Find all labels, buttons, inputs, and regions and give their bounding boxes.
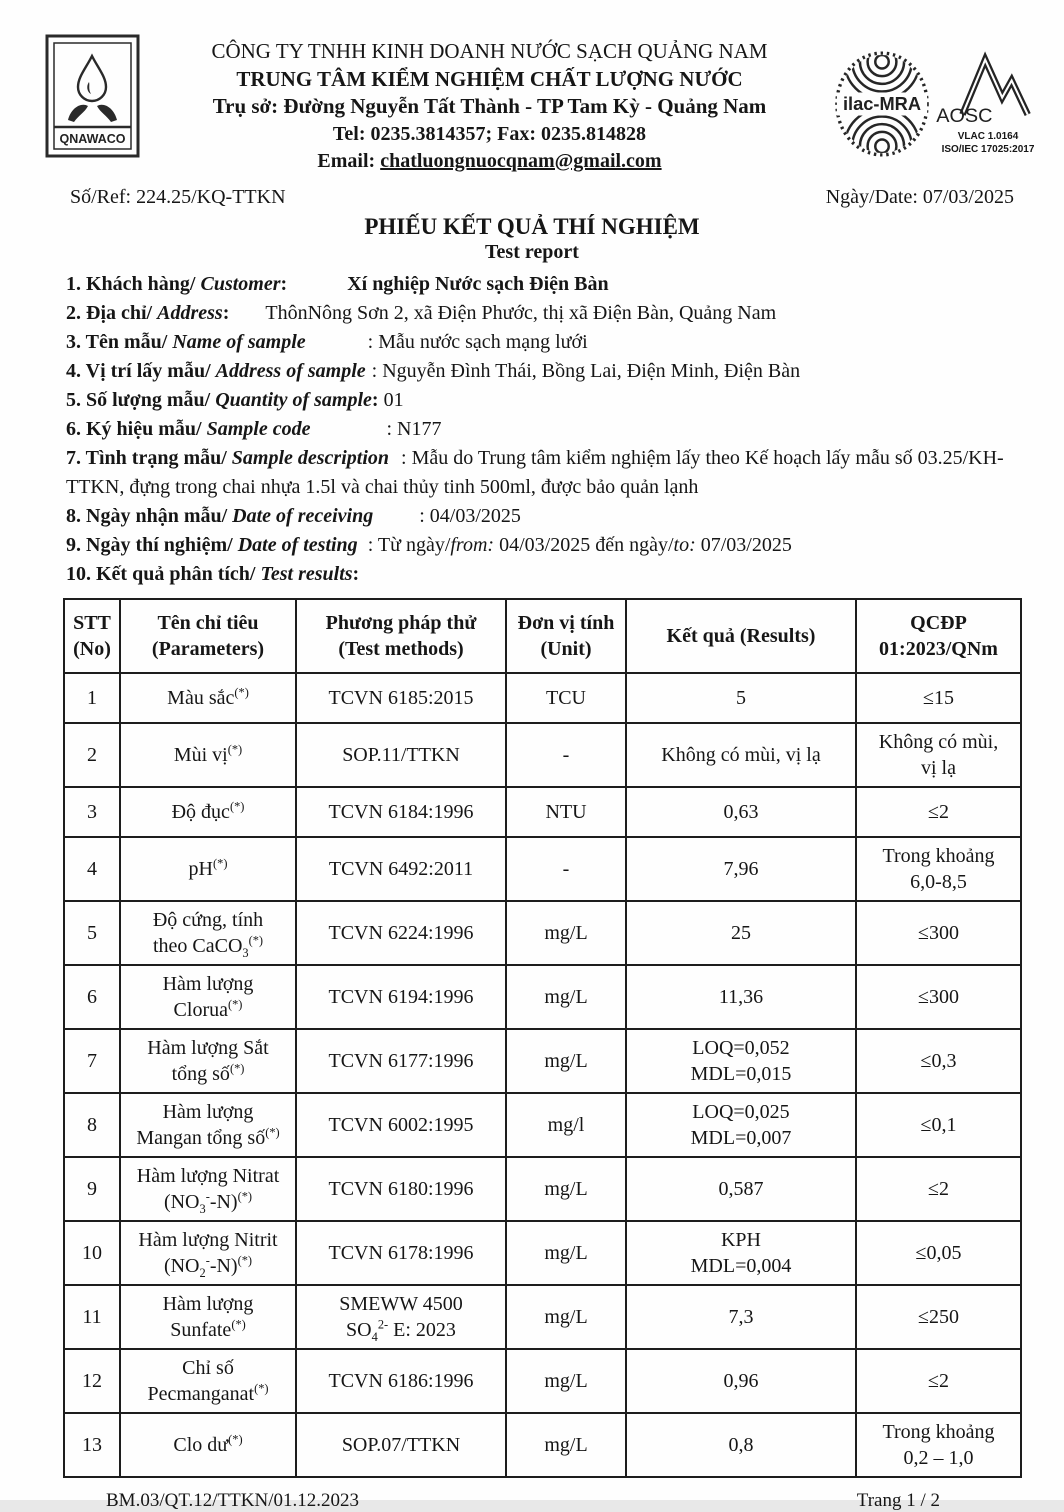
iso-standard: ISO/IEC 17025:2017	[941, 143, 1035, 155]
cell-parameter: Hàm lượng Sunfate(*)	[120, 1285, 296, 1349]
cell-result: 25	[626, 901, 856, 965]
cell-parameter: Hàm lượng Clorua(*)	[120, 965, 296, 1029]
cell-method: TCVN 6180:1996	[296, 1157, 506, 1221]
cell-parameter: Clo dư(*)	[120, 1413, 296, 1477]
accreditation-logos	[834, 34, 1046, 158]
column-header: Phương pháp thử (Test methods)	[296, 599, 506, 673]
email-address: chatluongnuocqnam@gmail.com	[380, 149, 662, 172]
email-label: Email:	[317, 149, 381, 172]
table-row	[64, 901, 1021, 965]
table-row	[64, 1093, 1021, 1157]
cell-result: 7,96	[626, 837, 856, 901]
cell-limit: ≤0,1	[856, 1093, 1021, 1157]
cell-unit: NTU	[506, 787, 626, 837]
email-line	[145, 148, 834, 174]
cell-parameter: Hàm lượng Sắt tổng số(*)	[120, 1029, 296, 1093]
page-number: Trang 1 / 2	[856, 1489, 940, 1511]
cell-no: 5	[64, 901, 120, 965]
aosc-text: AOSC	[936, 105, 993, 128]
cell-unit: TCU	[506, 673, 626, 723]
cell-method: SOP.11/TTKN	[296, 723, 506, 787]
ref-number: Số/Ref: 224.25/KQ-TTKN	[70, 185, 286, 208]
cell-result: KPH MDL=0,004	[626, 1221, 856, 1285]
hands-water-drop-icon	[45, 34, 140, 158]
column-header: Đơn vị tính (Unit)	[506, 599, 626, 673]
table-row	[64, 1413, 1021, 1477]
report-title: PHIẾU KẾT QUẢ THÍ NGHIỆM	[364, 213, 700, 239]
form-code: BM.03/QT.12/TTKN/01.12.2023	[106, 1489, 359, 1511]
column-header: QCĐP 01:2023/QNm	[856, 599, 1021, 673]
cell-result: 0,8	[626, 1413, 856, 1477]
column-header: STT (No)	[64, 599, 120, 673]
cell-limit: ≤300	[856, 901, 1021, 965]
cell-unit: mg/L	[506, 1349, 626, 1413]
cell-result: 0,63	[626, 787, 856, 837]
cell-limit: Trong khoảng 0,2 – 1,0	[856, 1413, 1021, 1477]
cell-no: 3	[64, 787, 120, 837]
cell-result: Không có mùi, vị lạ	[626, 723, 856, 787]
qnawaco-logo	[45, 34, 145, 163]
cell-limit: ≤300	[856, 965, 1021, 1029]
cell-unit: mg/L	[506, 1221, 626, 1285]
info-item-4: 4. Vị trí lấy mẫu/ Address of sample : Nguyễn Đình Thái, Bồng Lai, Điện Minh, Điện Bàn	[66, 359, 801, 382]
cell-no: 8	[64, 1093, 120, 1157]
cell-result: 11,36	[626, 965, 856, 1029]
sample-info-list	[0, 264, 1064, 589]
company-name: CÔNG TY TNHH KINH DOANH NƯỚC SẠCH QUẢNG NAM	[211, 39, 768, 63]
cell-parameter: Hàm lượng Nitrit $(NO_2^--N)^{(*)}$	[120, 1221, 296, 1285]
cell-method: TCVN 6185:2015	[296, 673, 506, 723]
cell-result: LOQ=0,025 MDL=0,007	[626, 1093, 856, 1157]
cell-result: 0,96	[626, 1349, 856, 1413]
cell-method: TCVN 6224:1996	[296, 901, 506, 965]
info-item-9: 9. Ngày thí nghiệm/ Date of testing : Từ ngày/from: 04/03/2025 đến ngày/to: 07/03/2025	[66, 533, 792, 556]
cell-parameter: Độ đục(*)	[120, 787, 296, 837]
cell-method: TCVN 6184:1996	[296, 787, 506, 837]
table-header-row	[64, 599, 1021, 673]
cell-result: LOQ=0,052 MDL=0,015	[626, 1029, 856, 1093]
cell-limit: Trong khoảng 6,0-8,5	[856, 837, 1021, 901]
cell-limit: Không có mùi, vị lạ	[856, 723, 1021, 787]
qnawaco-logo-text: QNAWACO	[59, 132, 126, 146]
cell-method: TCVN 6492:2011	[296, 837, 506, 901]
cell-limit: ≤2	[856, 1349, 1021, 1413]
cell-result: 7,3	[626, 1285, 856, 1349]
info-item-7: 7. Tình trạng mẫu/ Sample description : Mẫu do Trung tâm kiểm nghiệm lấy theo Kế hoạch lấy mẫu số 03.25/KH-TTKN, đựng trong chai nhựa 1.5l và chai thủy tinh 500ml, được bảo quản lạnh	[66, 446, 1004, 498]
letterhead	[0, 0, 1064, 174]
cell-limit: ≤0,05	[856, 1221, 1021, 1285]
table-row	[64, 837, 1021, 901]
table-row	[64, 1029, 1021, 1093]
table-row	[64, 723, 1021, 787]
cell-no: 7	[64, 1029, 120, 1093]
cell-method: TCVN 6002:1995	[296, 1093, 506, 1157]
cell-unit: -	[506, 723, 626, 787]
cell-unit: mg/l	[506, 1093, 626, 1157]
cell-no: 6	[64, 965, 120, 1029]
results-table	[63, 598, 1022, 1478]
cell-no: 11	[64, 1285, 120, 1349]
cell-result: 5	[626, 673, 856, 723]
cell-no: 1	[64, 673, 120, 723]
cell-parameter: Độ cứng, tính theo CaCO$_3$(*)	[120, 901, 296, 965]
cell-unit: mg/L	[506, 1157, 626, 1221]
info-item-10: 10. Kết quả phân tích/ Test results:	[66, 562, 360, 585]
cell-unit: mg/L	[506, 901, 626, 965]
cell-method: TCVN 6178:1996	[296, 1221, 506, 1285]
cell-parameter: Mùi vị(*)	[120, 723, 296, 787]
cell-no: 13	[64, 1413, 120, 1477]
cell-parameter: pH(*)	[120, 837, 296, 901]
table-row	[64, 1349, 1021, 1413]
aosc-logo	[936, 52, 1040, 156]
info-item-3: 3. Tên mẫu/ Name of sample : Mẫu nước sạch mạng lưới	[66, 330, 588, 353]
cell-limit: ≤2	[856, 1157, 1021, 1221]
cell-unit: -	[506, 837, 626, 901]
ref-row	[0, 174, 1064, 209]
cell-unit: mg/L	[506, 1413, 626, 1477]
table-row	[64, 1285, 1021, 1349]
cell-no: 9	[64, 1157, 120, 1221]
vlac-code: VLAC 1.0164	[957, 131, 1019, 142]
cell-method: SMEWW 4500 $SO_4^{2-}$ E: 2023	[296, 1285, 506, 1349]
cell-no: 4	[64, 837, 120, 901]
aosc-mark-icon	[936, 52, 1040, 126]
cell-no: 10	[64, 1221, 120, 1285]
cell-parameter: Hàm lượng Mangan tổng số(*)	[120, 1093, 296, 1157]
column-header: Tên chỉ tiêu (Parameters)	[120, 599, 296, 673]
office-address: Trụ sở: Đường Nguyễn Tất Thành - TP Tam Kỳ - Quảng Nam	[212, 94, 767, 119]
info-item-1: 1. Khách hàng/ Customer: Xí nghiệp Nước sạch Điện Bàn	[66, 272, 609, 295]
info-item-8: 8. Ngày nhận mẫu/ Date of receiving : 04/03/2025	[66, 504, 521, 527]
cell-parameter: Chỉ số Pecmanganat(*)	[120, 1349, 296, 1413]
cell-limit: ≤15	[856, 673, 1021, 723]
table-row	[64, 1157, 1021, 1221]
cell-method: SOP.07/TTKN	[296, 1413, 506, 1477]
cell-limit: ≤0,3	[856, 1029, 1021, 1093]
info-item-6: 6. Ký hiệu mẫu/ Sample code : N177	[66, 417, 442, 440]
column-header: Kết quả (Results)	[626, 599, 856, 673]
letterhead-text	[145, 34, 834, 174]
cell-result: 0,587	[626, 1157, 856, 1221]
cell-method: TCVN 6194:1996	[296, 965, 506, 1029]
ilac-mra-text: ilac-MRA	[842, 92, 922, 114]
cell-limit: ≤250	[856, 1285, 1021, 1349]
cell-unit: mg/L	[506, 965, 626, 1029]
tel-fax: Tel: 0235.3814357; Fax: 0235.814828	[332, 123, 647, 146]
cell-unit: mg/L	[506, 1285, 626, 1349]
cell-no: 12	[64, 1349, 120, 1413]
center-name: TRUNG TÂM KIỂM NGHIỆM CHẤT LƯỢNG NƯỚC	[236, 66, 743, 91]
info-item-5: 5. Số lượng mẫu/ Quantity of sample: 01	[66, 388, 404, 411]
cell-method: TCVN 6186:1996	[296, 1349, 506, 1413]
cell-no: 2	[64, 723, 120, 787]
cell-limit: ≤2	[856, 787, 1021, 837]
table-row	[64, 1221, 1021, 1285]
page-footer	[0, 1478, 1064, 1512]
table-row	[64, 965, 1021, 1029]
info-item-2: 2. Địa chỉ/ Address: ThônNông Sơn 2, xã Điện Phước, thị xã Điện Bàn, Quảng Nam	[66, 301, 777, 324]
report-date: Ngày/Date: 07/03/2025	[825, 185, 1014, 208]
table-row	[64, 787, 1021, 837]
cell-unit: mg/L	[506, 1029, 626, 1093]
cell-parameter: Màu sắc(*)	[120, 673, 296, 723]
cell-method: TCVN 6177:1996	[296, 1029, 506, 1093]
table-row	[64, 673, 1021, 723]
report-subtitle: Test report	[485, 240, 579, 263]
cell-parameter: Hàm lượng Nitrat $(NO_3^--N)^{(*)}$	[120, 1157, 296, 1221]
ilac-mra-logo	[834, 50, 930, 158]
